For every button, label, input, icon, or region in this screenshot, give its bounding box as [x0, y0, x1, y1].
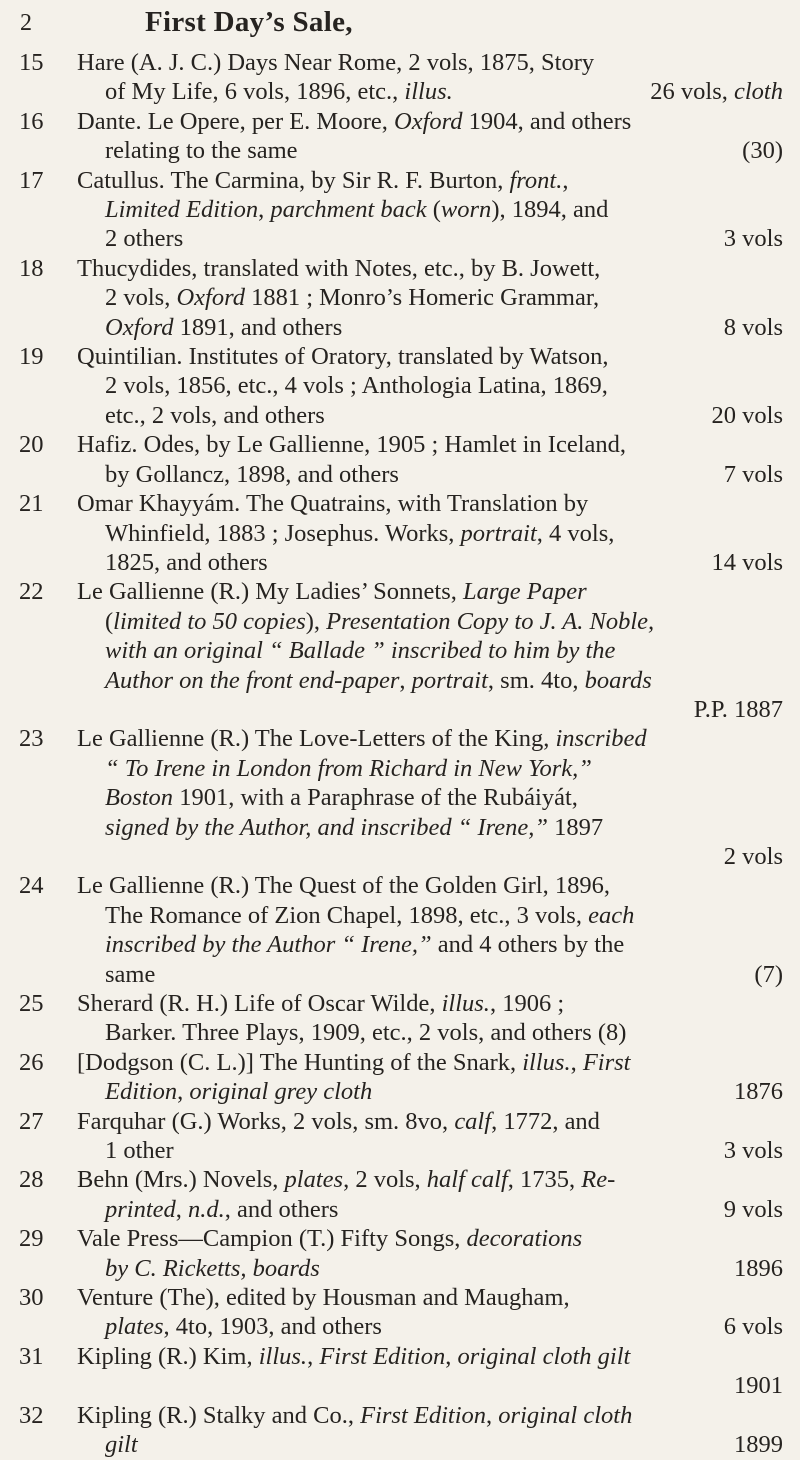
- lot-line: Author on the front end-paper, portrait, sm. 4to, boards: [105, 666, 652, 694]
- lot-entry: [0, 1107, 800, 1166]
- page-number: 2: [20, 10, 32, 36]
- lot-line: Le Gallienne (R.) The Quest of the Golden Girl, 1896,: [77, 872, 610, 900]
- lot-line-text: Edition, original grey cloth: [105, 1078, 373, 1106]
- lot-line: Thucydides, translated with Notes, etc., by B. Jowett,: [77, 254, 601, 282]
- lot-description: [77, 1107, 783, 1166]
- lot-entry: [0, 48, 800, 107]
- lot-entry: [0, 871, 800, 989]
- lot-quantity: 1896: [734, 1254, 783, 1282]
- lot-line: Behn (Mrs.) Novels, plates, 2 vols, half calf, 1735, Re-: [77, 1166, 616, 1194]
- lot-line-text: by C. Ricketts, boards: [105, 1254, 320, 1282]
- lot-line: 2 vols, Oxford 1881 ; Monro’s Homeric Grammar,: [105, 284, 600, 312]
- lot-entry: [0, 1165, 800, 1224]
- lot-quantity: 7 vols: [723, 460, 783, 488]
- lot-line: Le Gallienne (R.) My Ladies’ Sonnets, Large Paper: [77, 578, 587, 606]
- lot-description: [77, 166, 783, 254]
- lot-number: 29: [19, 1225, 44, 1253]
- lot-line: [77, 1254, 783, 1283]
- lot-entry: [0, 1401, 800, 1460]
- lot-line: [77, 1312, 783, 1341]
- lot-number: 15: [19, 49, 44, 76]
- lot-line-text: Oxford 1891, and others: [105, 313, 343, 341]
- lot-line-text: by Gollancz, 1898, and others: [105, 460, 399, 488]
- lot-quantity: 14 vols: [711, 548, 783, 576]
- lot-line: Kipling (R.) Kim, illus., First Edition, original cloth gilt: [77, 1342, 631, 1370]
- lot-entry: [0, 577, 800, 724]
- lot-number: 19: [19, 343, 44, 371]
- lot-number: 23: [19, 725, 44, 753]
- lot-line: [77, 313, 783, 342]
- lot-number: 16: [19, 107, 44, 135]
- lot-description: [77, 1165, 783, 1224]
- lot-quantity: 26 vols, cloth: [650, 78, 783, 106]
- lot-line-text: etc., 2 vols, and others: [105, 401, 325, 429]
- lot-quantity: 3 vols: [723, 225, 783, 253]
- lot-line-text: 1825, and others: [105, 548, 268, 576]
- lot-line: [77, 224, 783, 253]
- lot-line: Boston 1901, with a Paraphrase of the Rubáiyát,: [105, 784, 578, 812]
- lot-line: Hafiz. Odes, by Le Gallienne, 1905 ; Hamlet in Iceland,: [77, 431, 627, 459]
- lot-line: Barker. Three Plays, 1909, etc., 2 vols, and others (8): [105, 1019, 627, 1047]
- lot-line: Le Gallienne (R.) The Love-Letters of the King, inscribed: [77, 725, 647, 753]
- lot-quantity: (30): [742, 137, 783, 165]
- lot-line: Sherard (R. H.) Life of Oscar Wilde, illus., 1906 ;: [77, 990, 565, 1017]
- lot-description: [77, 871, 783, 989]
- lot-line: Whinfield, 1883 ; Josephus. Works, portrait, 4 vols,: [105, 519, 615, 547]
- lot-trailing-value: 2 vols: [723, 842, 783, 870]
- lot-line: inscribed by the Author “ Irene,” and 4 others by the: [105, 931, 625, 959]
- lot-number: 20: [19, 431, 44, 459]
- lot-line: [Dodgson (C. L.)] The Hunting of the Snark, illus., First: [77, 1048, 631, 1076]
- lot-description: [77, 489, 783, 577]
- lot-entry: [0, 989, 800, 1048]
- lot-number: 32: [19, 1401, 44, 1429]
- lot-description: [77, 342, 783, 430]
- lot-description: [77, 1224, 783, 1283]
- lot-line-text: of My Life, 6 vols, 1896, etc., illus.: [105, 78, 453, 106]
- lot-description: [77, 107, 783, 166]
- lot-line: signed by the Author, and inscribed “ Irene,” 1897: [105, 813, 604, 841]
- lot-line: Farquhar (G.) Works, 2 vols, sm. 8vo, calf, 1772, and: [77, 1107, 600, 1135]
- lot-number: 24: [19, 872, 44, 900]
- lot-quantity: 9 vols: [723, 1195, 783, 1223]
- lot-quantity: 1876: [734, 1078, 783, 1106]
- lot-description: [77, 1342, 783, 1401]
- lot-description: [77, 1048, 783, 1107]
- lot-line-text: 2 others: [105, 225, 184, 253]
- lot-line: Hare (A. J. C.) Days Near Rome, 2 vols, 1875, Story: [77, 49, 595, 76]
- lot-number: 27: [19, 1107, 44, 1135]
- lot-quantity: 1899: [734, 1431, 783, 1459]
- lot-entry: [0, 1342, 800, 1401]
- lot-line: Quintilian. Institutes of Oratory, translated by Watson,: [77, 343, 609, 371]
- lot-line-text: plates, 4to, 1903, and others: [105, 1313, 382, 1341]
- lot-description: [77, 1401, 783, 1460]
- lot-quantity: 6 vols: [723, 1313, 783, 1341]
- lot-list: [0, 48, 800, 1460]
- lot-quantity: (7): [754, 960, 783, 988]
- lot-line: The Romance of Zion Chapel, 1898, etc., 3 vols, each: [105, 901, 635, 929]
- lot-line: [77, 460, 783, 489]
- lot-line-text: 1 other: [105, 1137, 174, 1165]
- lot-entry: [0, 430, 800, 489]
- lot-number: 21: [19, 490, 44, 518]
- lot-description: [77, 430, 783, 489]
- lot-line-text: same: [105, 960, 156, 988]
- lot-entry: [0, 166, 800, 254]
- lot-line: [77, 136, 783, 165]
- lot-number: 28: [19, 1166, 44, 1194]
- lot-line: [77, 548, 783, 577]
- running-head: First Day’s Sale,: [145, 6, 353, 38]
- lot-description: [77, 254, 783, 342]
- lot-entry: [0, 489, 800, 577]
- lot-quantity: 3 vols: [723, 1137, 783, 1165]
- lot-number: 17: [19, 166, 44, 194]
- lot-description: [77, 724, 783, 871]
- lot-quantity: 8 vols: [723, 313, 783, 341]
- lot-line: [77, 1136, 783, 1165]
- lot-line: [77, 401, 783, 430]
- lot-line: 2 vols, 1856, etc., 4 vols ; Anthologia Latina, 1869,: [105, 372, 608, 400]
- lot-trailing-value: P.P. 1887: [693, 695, 783, 723]
- lot-line: [77, 1195, 783, 1224]
- lot-description: [77, 1283, 783, 1342]
- lot-entry: [0, 1048, 800, 1107]
- lot-line: Omar Khayyám. The Quatrains, with Translation by: [77, 490, 589, 518]
- lot-line: [77, 1430, 783, 1459]
- lot-line-text: relating to the same: [105, 137, 298, 165]
- lot-number: 22: [19, 578, 44, 606]
- lot-trailing-value: 1901: [734, 1372, 783, 1400]
- lot-entry: [0, 107, 800, 166]
- lot-line: Dante. Le Opere, per E. Moore, Oxford 1904, and others: [77, 107, 632, 135]
- lot-line: “ To Irene in London from Richard in New York,”: [105, 754, 592, 782]
- lot-number: 26: [19, 1048, 44, 1076]
- lot-number: 18: [19, 254, 44, 282]
- lot-quantity: 20 vols: [711, 401, 783, 429]
- lot-number: 31: [19, 1342, 44, 1370]
- lot-number: 25: [19, 990, 44, 1017]
- lot-line: Catullus. The Carmina, by Sir R. F. Burton, front.,: [77, 166, 569, 194]
- lot-description: [77, 577, 783, 724]
- lot-line-text: printed, n.d., and others: [105, 1195, 339, 1223]
- lot-entry: [0, 1224, 800, 1283]
- lot-line: Limited Edition, parchment back (worn), 1894, and: [105, 196, 609, 224]
- lot-line: Kipling (R.) Stalky and Co., First Edition, original cloth: [77, 1401, 633, 1429]
- lot-number: 30: [19, 1284, 44, 1312]
- lot-line: (limited to 50 copies), Presentation Copy to J. A. Noble,: [105, 607, 655, 635]
- lot-line: with an original “ Ballade ” inscribed to him by the: [105, 637, 616, 665]
- lot-line: [77, 77, 783, 106]
- lot-entry: [0, 1283, 800, 1342]
- lot-entry: [0, 724, 800, 871]
- lot-line: [77, 1077, 783, 1106]
- lot-description: [77, 48, 783, 107]
- lot-line: Vale Press—Campion (T.) Fifty Songs, decorations: [77, 1225, 583, 1253]
- lot-line-text: gilt: [105, 1431, 138, 1459]
- lot-entry: [0, 254, 800, 342]
- lot-line: Venture (The), edited by Housman and Maugham,: [77, 1284, 570, 1312]
- lot-description: [77, 989, 783, 1048]
- lot-line: [77, 960, 783, 989]
- lot-entry: [0, 342, 800, 430]
